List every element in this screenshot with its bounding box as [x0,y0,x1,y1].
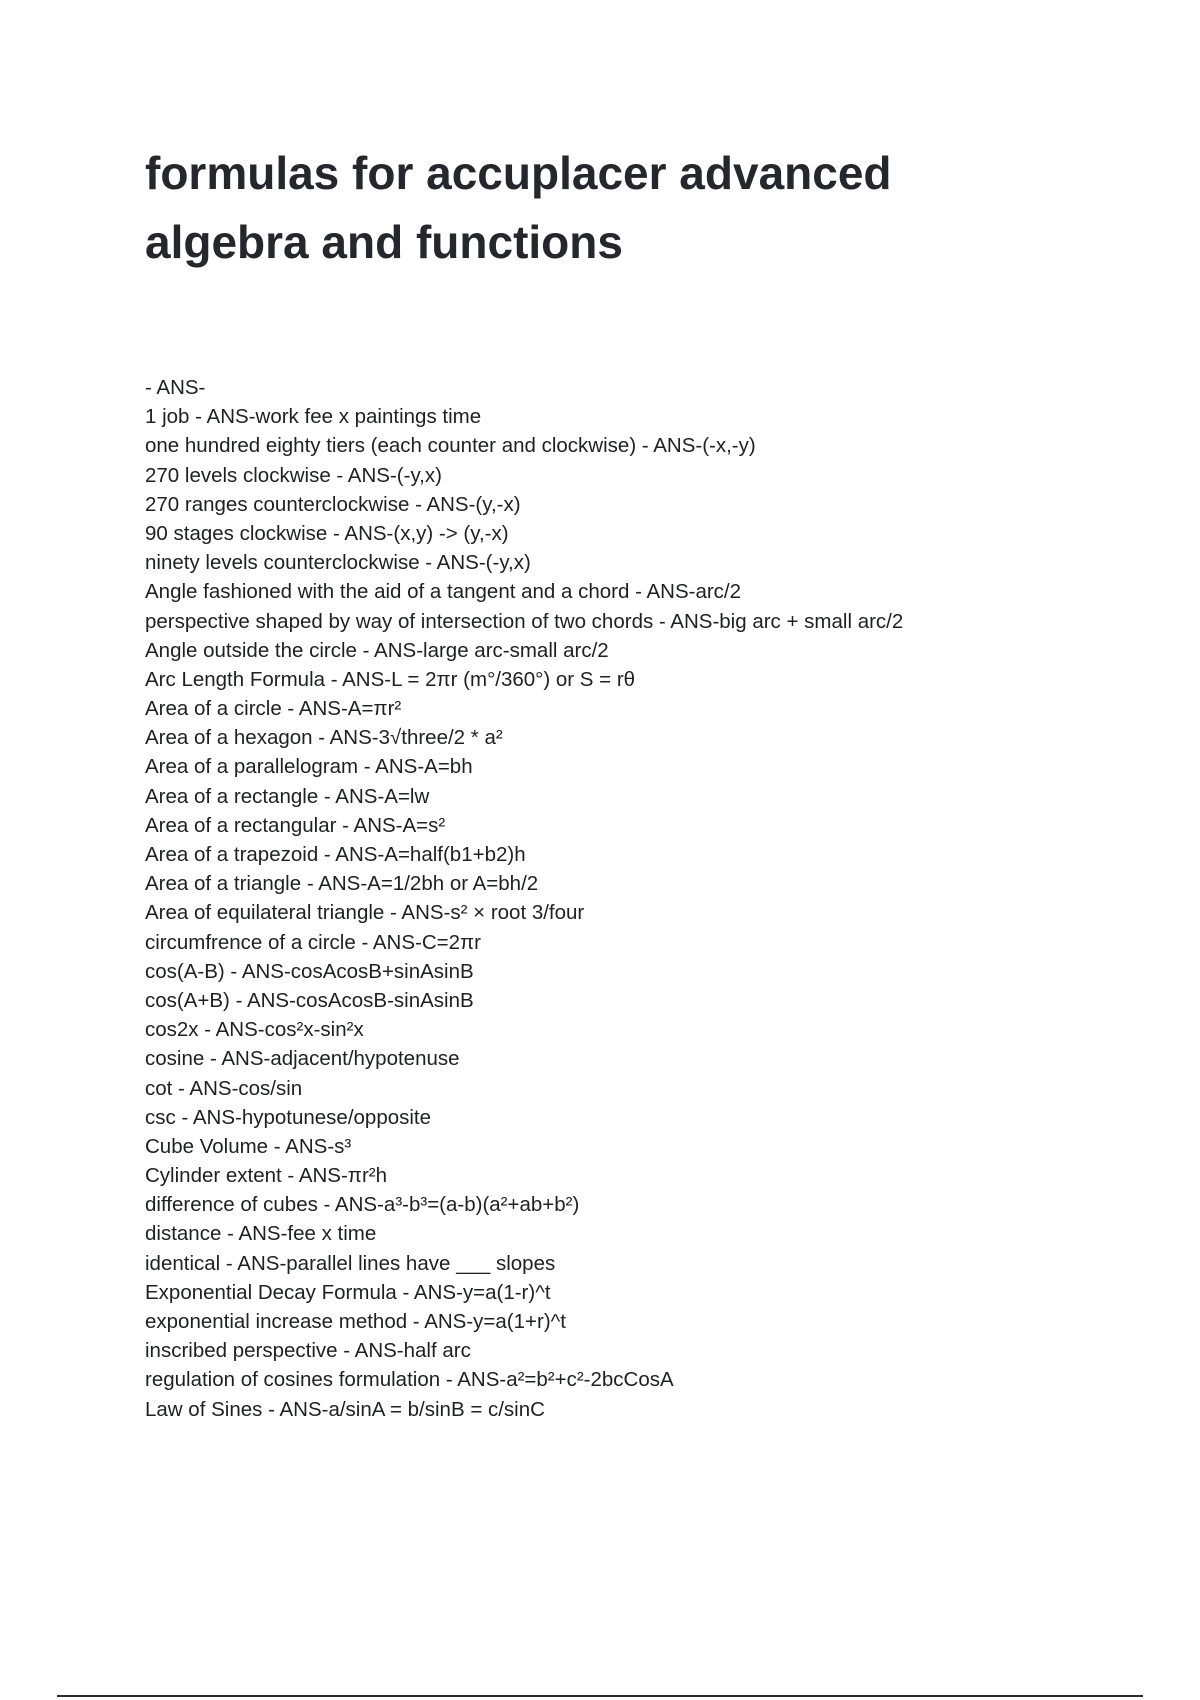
formula-entry: cos2x - ANS-cos²x-sin²x [145,1018,364,1042]
formula-entry: cot - ANS-cos/sin [145,1076,303,1100]
formula-entry: cos(A+B) - ANS-cosAcosB-sinAsinB [145,988,474,1012]
formula-entry: Cylinder extent - ANS-πr²h [145,1164,387,1188]
formula-entry: Exponential Decay Formula - ANS-y=a(1-r)^t [145,1280,551,1304]
formula-entry: Area of a rectangular - ANS-A=s² [145,813,446,837]
formula-entry: Area of a triangle - ANS-A=1/2bh or A=bh/2 [145,872,539,896]
document-title: formulas for accuplacer advanced algebra and functions [145,147,892,268]
formula-entry: distance - ANS-fee x time [145,1222,377,1246]
formula-entry: Cube Volume - ANS-s³ [145,1134,352,1158]
formula-entry: cos(A-B) - ANS-cosAcosB+sinAsinB [145,959,474,983]
page-bottom-divider [57,1695,1143,1697]
formula-entry: Area of a trapezoid - ANS-A=half(b1+b2)h [145,843,526,866]
formula-entry: Area of a parallelogram - ANS-A=bh [145,755,473,779]
formula-entry: 270 ranges counterclockwise - ANS-(y,-x) [145,492,521,516]
formula-entry: 1 job - ANS-work fee x paintings time [145,405,482,429]
formula-entry: cosine - ANS-adjacent/hypotenuse [145,1047,460,1071]
formula-entry: inscribed perspective - ANS-half arc [145,1339,471,1363]
formula-entry: exponential increase method - ANS-y=a(1+r)^t [145,1310,566,1333]
formula-entry: one hundred eighty tiers (each counter and clockwise) - ANS-(-x,-y) [145,434,756,458]
formula-entry: Angle outside the circle - ANS-large arc-small arc/2 [145,638,609,662]
formula-entry: perspective shaped by way of intersection of two chords - ANS-big arc + small arc/2 [145,609,904,633]
formula-entry: 270 levels clockwise - ANS-(-y,x) [145,463,442,487]
formula-entry: 90 stages clockwise - ANS-(x,y) -> (y,-x) [145,521,509,545]
formula-entry: Angle fashioned with the aid of a tangent and a chord - ANS-arc/2 [145,580,742,604]
formula-entry: Area of a hexagon - ANS-3√three/2 * a² [145,726,503,750]
formula-list [145,373,1105,1424]
formula-entry: regulation of cosines formulation - ANS-a²=b²+c²-2bcCosA [145,1368,674,1392]
formula-entry: Law of Sines - ANS-a/sinA = b/sinB = c/sinC [145,1397,545,1421]
formula-entry: - ANS- [145,376,206,399]
formula-entry: csc - ANS-hypotunese/opposite [145,1105,432,1129]
formula-entry: ninety levels counterclockwise - ANS-(-y,x) [145,551,531,575]
formula-entry: Arc Length Formula - ANS-L = 2πr (m°/360°) or S = rθ [145,667,636,691]
formula-entry: Area of equilateral triangle - ANS-s² × root 3/four [145,901,585,925]
formula-entry: Area of a circle - ANS-A=πr² [145,697,402,721]
formula-entry: Area of a rectangle - ANS-A=lw [145,784,430,808]
formula-entry: circumfrence of a circle - ANS-C=2πr [145,930,481,954]
formula-entry: identical - ANS-parallel lines have ___ slopes [145,1251,556,1275]
formula-entry: difference of cubes - ANS-a³-b³=(a-b)(a²+ab+b²) [145,1193,580,1217]
